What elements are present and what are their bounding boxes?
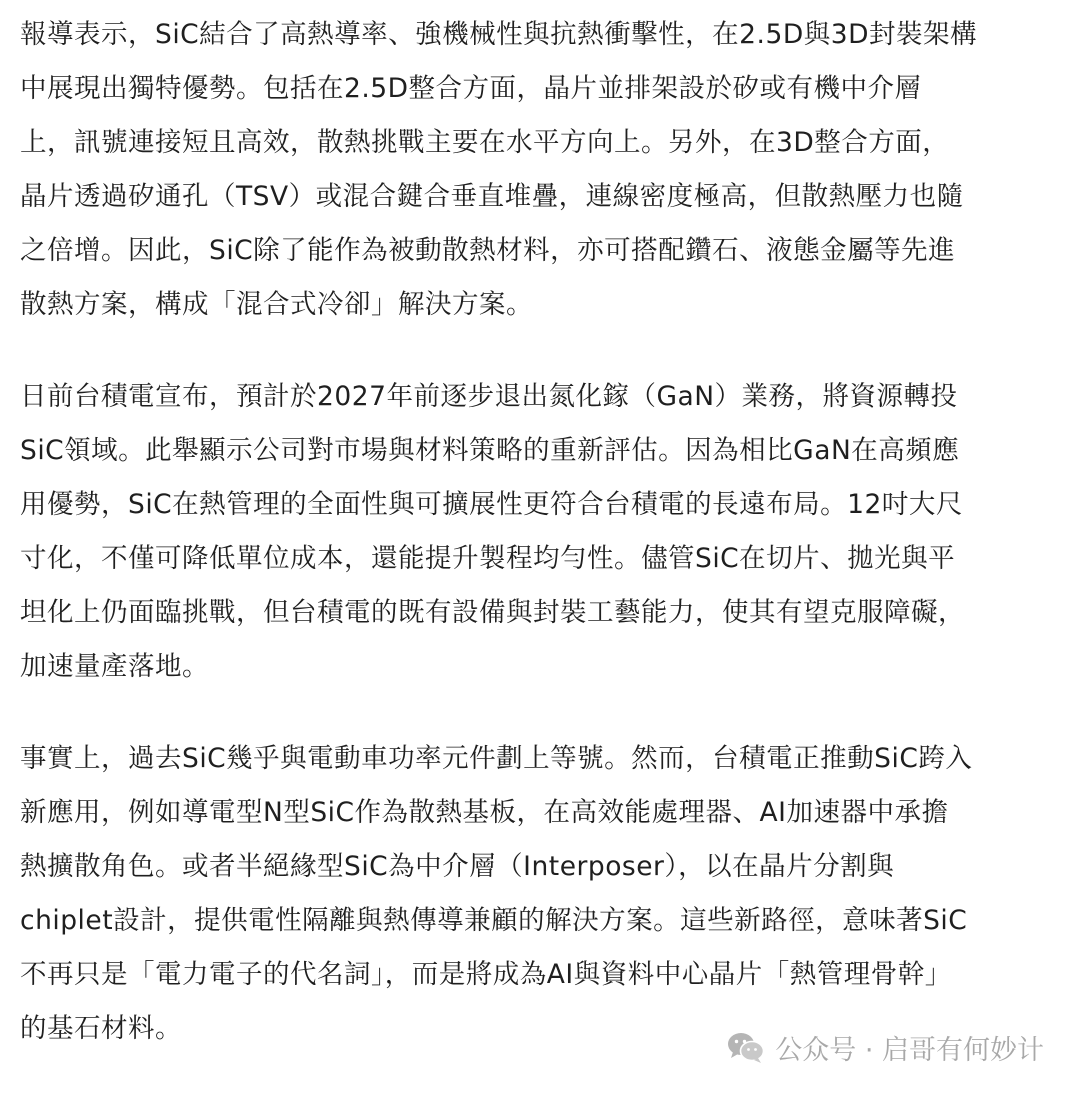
text-line: 上，訊號連接短且高效，散熱挑戰主要在水平方向上。另外，在3D整合方面， [20,127,950,158]
text-line: 不再只是「電力電子的代名詞」，而是將成為AI與資料中心晶片「熱管理骨幹」 [20,959,952,990]
text-line: 用優勢，SiC在熱管理的全面性與可擴展性更符合台積電的長遠布局。12吋大尺 [20,489,963,520]
text-line: 的基石材料。 [20,1013,182,1044]
watermark [727,1028,1044,1067]
text-line: 新應用，例如導電型N型SiC作為散熱基板，在高效能處理器、AI加速器中承擔 [20,797,949,828]
text-line: 熱擴散角色。或者半絕緣型SiC為中介層（Interposer），以在晶片分割與 [20,851,895,882]
text-line: 坦化上仍面臨挑戰，但台積電的既有設備與封裝工藝能力，使其有望克服障礙， [20,597,965,628]
article-body [20,8,1050,1094]
text-line: 日前台積電宣布，預計於2027年前逐步退出氮化鎵（GaN）業務，將資源轉投 [20,381,958,412]
text-line: 寸化，不僅可降低單位成本，還能提升製程均勻性。儘管SiC在切片、拋光與平 [20,543,956,574]
wechat-icon [727,1031,765,1065]
text-line: 之倍增。因此，SiC除了能作為被動散熱材料，亦可搭配鑽石、液態金屬等先進 [20,235,956,266]
paragraph-3 [20,732,1050,1056]
text-line: 事實上，過去SiC幾乎與電動車功率元件劃上等號。然而，台積電正推動SiC跨入 [20,743,973,774]
text-line: 中展現出獨特優勢。包括在2.5D整合方面，晶片並排架設於矽或有機中介層 [20,73,922,104]
text-line: 散熱方案，構成「混合式冷卻」解決方案。 [20,289,533,320]
text-line: chiplet設計，提供電性隔離與熱傳導兼顧的解決方案。這些新路徑，意味著SiC [20,905,968,936]
watermark-text: 公众号 · 启哥有何妙计 [775,1035,1044,1066]
text-line: 報導表示，SiC結合了高熱導率、強機械性與抗熱衝擊性，在2.5D與3D封裝架構 [20,19,978,50]
text-line: 加速量產落地。 [20,651,209,682]
paragraph-1 [20,8,1050,332]
text-line: SiC領域。此舉顯示公司對市場與材料策略的重新評估。因為相比GaN在高頻應 [20,435,960,466]
text-line: 晶片透過矽通孔（TSV）或混合鍵合垂直堆疊，連線密度極高，但散熱壓力也隨 [20,181,964,212]
paragraph-2 [20,370,1050,694]
